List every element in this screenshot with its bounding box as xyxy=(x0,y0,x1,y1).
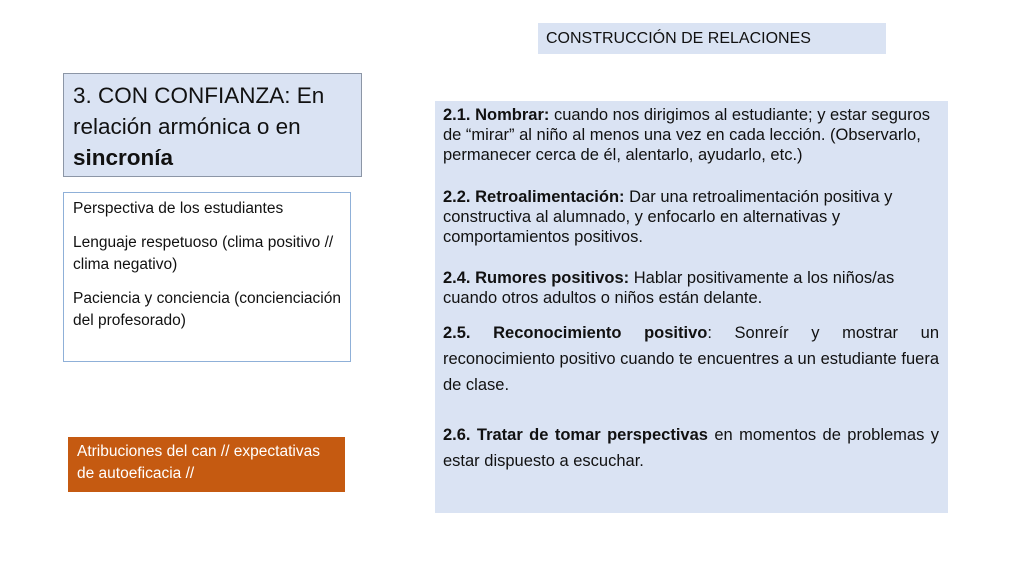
strategy-text: cuando nos dirigimos al estudiante; y estar seguros de “mirar” al niño al menos una vez en cada lección. (Observarlo, permanecer cerca de él, alentarlo, ayudarlo, etc.) xyxy=(443,106,931,164)
strategy-title: 2.2. Retroalimentación: xyxy=(443,188,625,206)
title-bold-word: sincronía xyxy=(73,145,174,170)
perspective-item: Perspectiva de los estudiantes xyxy=(73,200,284,217)
section-header xyxy=(538,23,886,54)
strategy-title: 2.5. Reconocimiento positivo xyxy=(443,324,708,342)
strategy-item xyxy=(443,105,939,165)
title-text: 3. CON CONFIANZA: En relación armónica o en xyxy=(73,83,325,139)
strategy-text: : Sonreír y mostrar un reconocimiento positivo cuando te encuentres a un estudiante fuera de clase. xyxy=(443,324,939,394)
strategy-text: Dar una retroalimentación positiva y constructiva al alumnado, y enfocarlo en alternativas y comportamientos positivos. xyxy=(443,188,893,246)
strategy-text: Hablar positivamente a los niños/as cuando otros adultos o niños están delante. xyxy=(443,269,895,307)
perspective-item: Paciencia y conciencia (concienciación del profesorado) xyxy=(73,289,341,329)
attributions-note xyxy=(68,437,345,492)
strategy-text: en momentos de problemas y estar dispuesto a escuchar. xyxy=(443,426,939,470)
strategy-item xyxy=(443,422,939,474)
strategy-item xyxy=(443,268,939,308)
strategy-item xyxy=(443,187,939,247)
strategies-box xyxy=(435,101,948,513)
section-header-label: CONSTRUCCIÓN DE RELACIONES xyxy=(546,30,811,47)
title-box xyxy=(63,73,362,177)
strategy-item xyxy=(443,320,939,398)
strategy-title: 2.6. Tratar de tomar perspectivas xyxy=(443,426,708,444)
strategy-title: 2.4. Rumores positivos: xyxy=(443,269,630,287)
perspective-item: Lenguaje respetuoso (clima positivo // clima negativo) xyxy=(73,233,334,273)
perspectives-box xyxy=(63,192,351,362)
attributions-text: Atribuciones del can // expectativas de autoeficacia // xyxy=(77,443,320,482)
strategy-title: 2.1. Nombrar: xyxy=(443,106,550,124)
